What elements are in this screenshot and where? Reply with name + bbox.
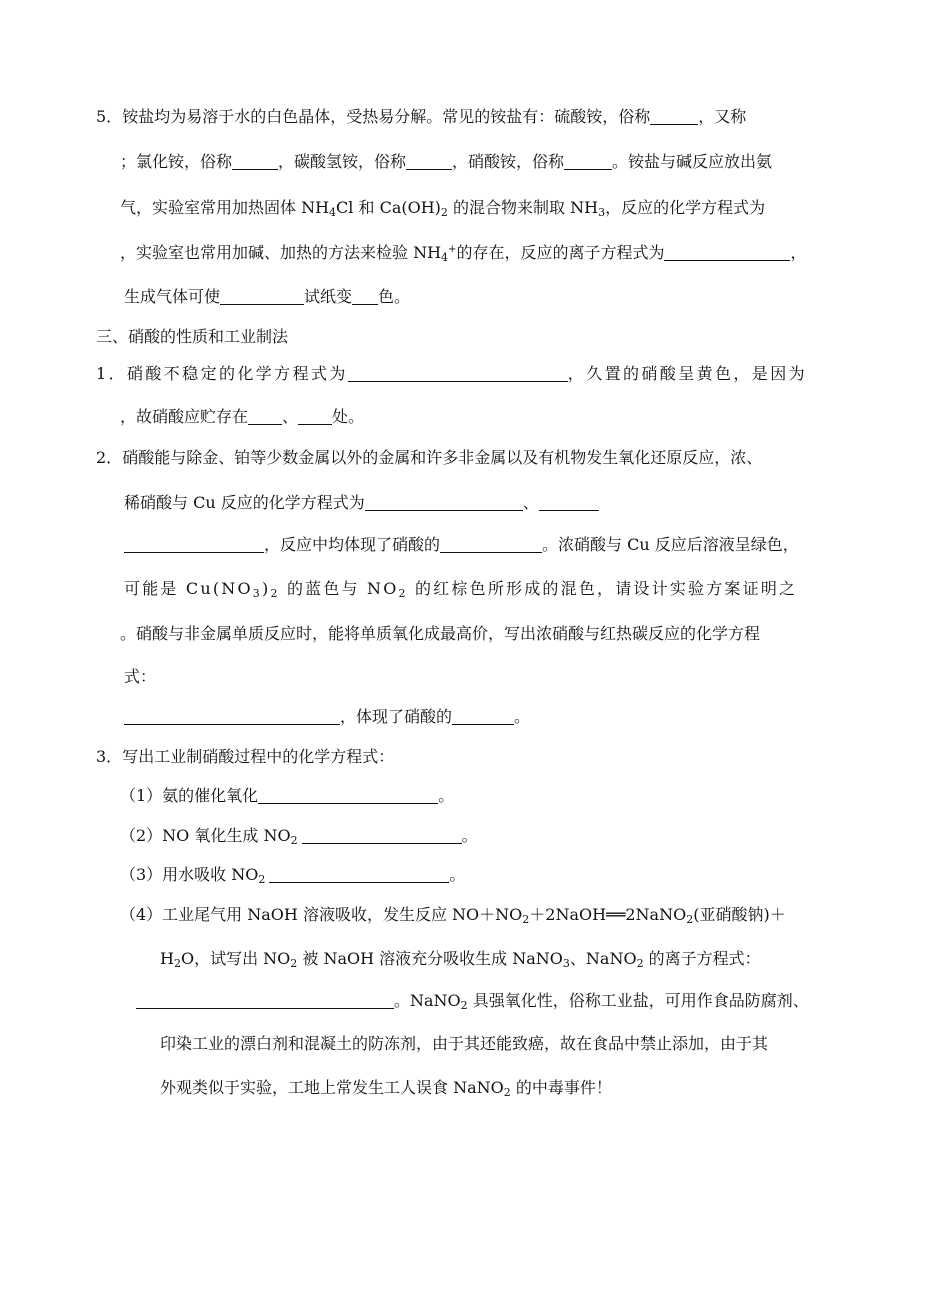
q5-line-3: 气，实验室常用加热固体 $NH_4Cl$ 和 $Ca(OH)_2$ 的混合物来制取 $NH_3$，反应的化学方程式为 bbox=[120, 198, 766, 219]
q3-sub-4-line-5: 外观类似于实验，工地上常发生工人误食 NaNO$_2$ 的中毒事件！ bbox=[160, 1078, 612, 1099]
answer-blank[interactable] bbox=[248, 408, 282, 425]
q3-number: 3． bbox=[96, 747, 123, 766]
answer-blank[interactable] bbox=[136, 992, 394, 1009]
q5-line-5: 生成气体可使 试纸变 色。 bbox=[124, 287, 411, 306]
q1-line-1: 1．硝酸不稳定的化学方程式为 ，久置的硝酸呈黄色，是因为 bbox=[96, 364, 807, 383]
q3-sub-2: （2）NO 氧化生成 $NO_2$ 。 bbox=[120, 826, 478, 847]
q2-line-1: 2．硝酸能与除金、铂等少数金属以外的金属和许多非金属以及有机物发生氧化还原反应，浓、 bbox=[96, 448, 763, 467]
answer-blank[interactable] bbox=[298, 408, 332, 425]
answer-blank[interactable] bbox=[258, 787, 438, 804]
answer-blank[interactable] bbox=[348, 365, 568, 382]
q3-sub-1: （1）氨的催化氧化 。 bbox=[120, 786, 455, 805]
answer-blank[interactable] bbox=[124, 708, 340, 725]
q3-sub-4-line-1: （4）工业尾气用 NaOH 溶液吸收，发生反应 $NO+NO_2+2NaOH══2NaNO_2$(亚硝酸钠)＋ bbox=[120, 905, 786, 926]
q5-number: 5． bbox=[96, 107, 123, 126]
q2-line-2: 稀硝酸与 Cu 反应的化学方程式为 、 bbox=[124, 492, 599, 514]
answer-blank[interactable] bbox=[302, 827, 462, 844]
q2-line-6: 式： bbox=[124, 667, 157, 686]
section-heading: 三、硝酸的性质和工业制法 bbox=[96, 327, 289, 346]
q2-line-5: 。硝酸与非金属单质反应时，能将单质氧化成最高价，写出浓硝酸与红热碳反应的化学方程 bbox=[120, 624, 761, 643]
answer-blank[interactable] bbox=[406, 153, 452, 170]
answer-blank[interactable] bbox=[650, 108, 698, 125]
answer-blank[interactable] bbox=[564, 153, 612, 170]
q5-line-1: 5．铵盐均为易溶于水的白色晶体，受热易分解。常见的铵盐有：硫酸铵，俗称 ，又称 bbox=[96, 107, 747, 126]
q3-sub-4-line-3: 。NaNO$_2$ 具强氧化性，俗称工业盐，可用作食品防腐剂、 bbox=[136, 990, 809, 1012]
answer-blank[interactable] bbox=[352, 288, 378, 305]
answer-blank[interactable] bbox=[539, 494, 599, 511]
q2-line-4: 可能是 $Cu(NO_3)_2$ 的蓝色与 $NO_2$ 的红棕色所形成的混色，请设计实验方案证明之 bbox=[124, 579, 798, 600]
answer-blank[interactable] bbox=[220, 288, 304, 305]
answer-blank[interactable] bbox=[269, 866, 449, 883]
q5-line-2: ；氯化铵，俗称 ，碳酸氢铵，俗称 ，硝酸铵，俗称 。铵盐与碱反应放出氨 bbox=[120, 152, 773, 171]
q2-number: 2． bbox=[96, 448, 123, 467]
answer-blank[interactable] bbox=[440, 536, 542, 553]
q3-sub-4-line-4: 印染工业的漂白剂和混凝土的防冻剂，由于其还能致癌，故在食品中禁止添加，由于其 bbox=[160, 1034, 769, 1053]
q3-line-intro: 3．写出工业制硝酸过程中的化学方程式： bbox=[96, 747, 395, 766]
q2-line-3: ，反应中均体现了硝酸的 。浓硝酸与 Cu 反应后溶液呈绿色， bbox=[124, 534, 799, 556]
q3-sub-4-line-2: $H_2O$，试写出 $NO_2$ 被 NaOH 溶液充分吸收生成 NaNO$_3$、NaNO$_2$ 的离子方程式： bbox=[160, 949, 761, 970]
answer-blank[interactable] bbox=[124, 536, 264, 553]
q3-sub-3: （3）用水吸收 $NO_2$ 。 bbox=[120, 865, 466, 886]
answer-blank[interactable] bbox=[232, 153, 278, 170]
answer-blank[interactable] bbox=[664, 244, 790, 261]
q1-number: 1． bbox=[96, 364, 127, 383]
q5-line-4: ，实验室也常用加碱、加热的方法来检验 $NH_4^+$的存在，反应的离子方程式为 ， bbox=[120, 243, 807, 264]
q1-line-2: ，故硝酸应贮存在 、 处。 bbox=[120, 407, 365, 426]
q2-line-7: ，体现了硝酸的 。 bbox=[124, 706, 530, 728]
answer-blank[interactable] bbox=[452, 708, 514, 725]
answer-blank[interactable] bbox=[365, 494, 523, 511]
